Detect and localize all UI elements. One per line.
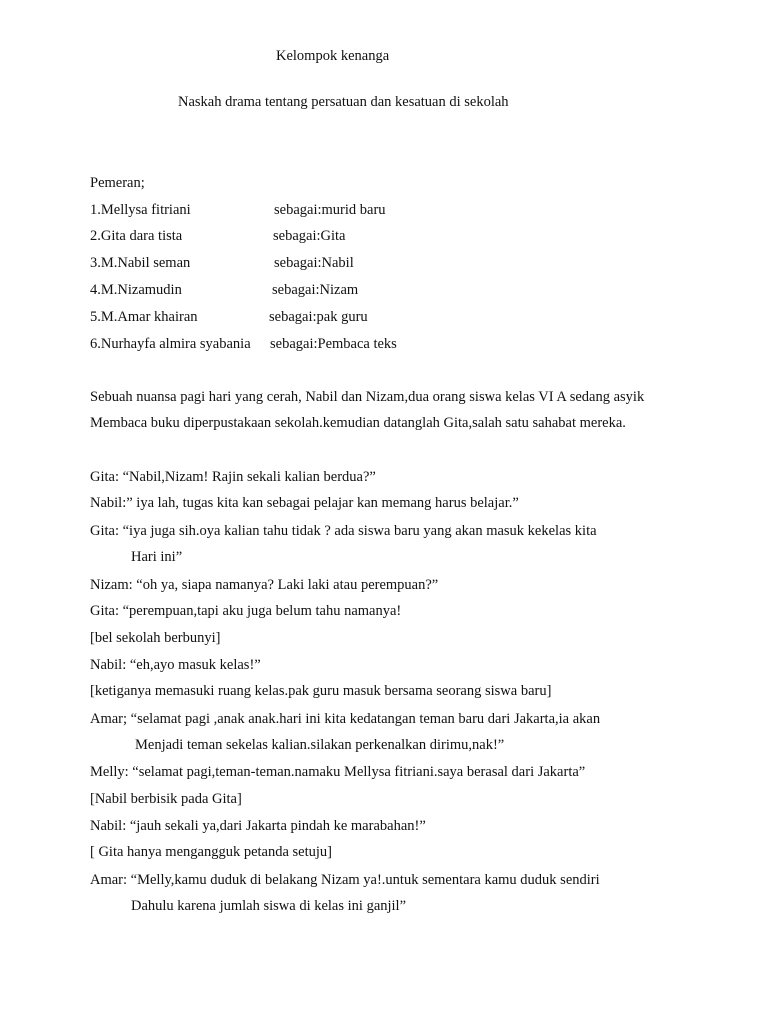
cast-name: 6.Nurhayfa almira syabania <box>90 336 251 352</box>
stage-direction: [ Gita hanya mengangguk petanda setuju] <box>90 844 332 860</box>
document-title: Kelompok kenanga <box>276 48 390 64</box>
dialogue-line-continuation: Menjadi teman sekelas kalian.silakan perkenalkan dirimu,nak!” <box>135 737 505 753</box>
dialogue-line: Nabil: “jauh sekali ya,dari Jakarta pindah ke marabahan!” <box>90 818 426 834</box>
dialogue-line-continuation: Dahulu karena jumlah siswa di kelas ini ganjil” <box>131 898 407 914</box>
cast-name: 4.M.Nizamudin <box>90 282 182 298</box>
cast-role: sebagai:pak guru <box>269 309 368 325</box>
stage-direction: [bel sekolah berbunyi] <box>90 630 221 646</box>
cast-name: 5.M.Amar khairan <box>90 309 198 325</box>
dialogue-line: Amar: “Melly,kamu duduk di belakang Nizam ya!.untuk sementara kamu duduk sendiri <box>90 872 600 888</box>
dialogue-line: Gita: “perempuan,tapi aku juga belum tahu namanya! <box>90 603 402 619</box>
cast-role: sebagai:Nizam <box>272 282 359 298</box>
dialogue-line: Amar; “selamat pagi ,anak anak.hari ini kita kedatangan teman baru dari Jakarta,ia akan <box>90 711 601 727</box>
cast-role: sebagai:Pembaca teks <box>270 336 397 352</box>
stage-direction: [Nabil berbisik pada Gita] <box>90 791 242 807</box>
dialogue-line: Nabil:” iya lah, tugas kita kan sebagai pelajar kan memang harus belajar.” <box>90 495 519 511</box>
dialogue-line: Nizam: “oh ya, siapa namanya? Laki laki atau perempuan?” <box>90 577 439 593</box>
intro-line: Membaca buku diperpustakaan sekolah.kemudian datanglah Gita,salah satu sahabat mereka. <box>90 415 626 431</box>
dialogue-line: Gita: “iya juga sih.oya kalian tahu tidak ? ada siswa baru yang akan masuk kekelas kita <box>90 523 597 539</box>
stage-direction: [ketiganya memasuki ruang kelas.pak guru masuk bersama seorang siswa baru] <box>90 683 552 699</box>
cast-role: sebagai:Gita <box>273 228 346 244</box>
dialogue-line: Gita: “Nabil,Nizam! Rajin sekali kalian berdua?” <box>90 469 376 485</box>
intro-line: Sebuah nuansa pagi hari yang cerah, Nabil dan Nizam,dua orang siswa kelas VI A sedang asyik <box>90 389 645 405</box>
cast-header: Pemeran; <box>90 175 145 191</box>
dialogue-line-continuation: Hari ini” <box>131 549 183 565</box>
cast-role: sebagai:Nabil <box>274 255 354 271</box>
dialogue-line: Nabil: “eh,ayo masuk kelas!” <box>90 657 261 673</box>
cast-name: 2.Gita dara tista <box>90 228 183 244</box>
cast-role: sebagai:murid baru <box>274 202 386 218</box>
dialogue-line: Melly: “selamat pagi,teman-teman.namaku Mellysa fitriani.saya berasal dari Jakarta” <box>90 764 586 780</box>
cast-name: 1.Mellysa fitriani <box>90 202 191 218</box>
cast-name: 3.M.Nabil seman <box>90 255 191 271</box>
document-subtitle: Naskah drama tentang persatuan dan kesatuan di sekolah <box>178 94 509 110</box>
